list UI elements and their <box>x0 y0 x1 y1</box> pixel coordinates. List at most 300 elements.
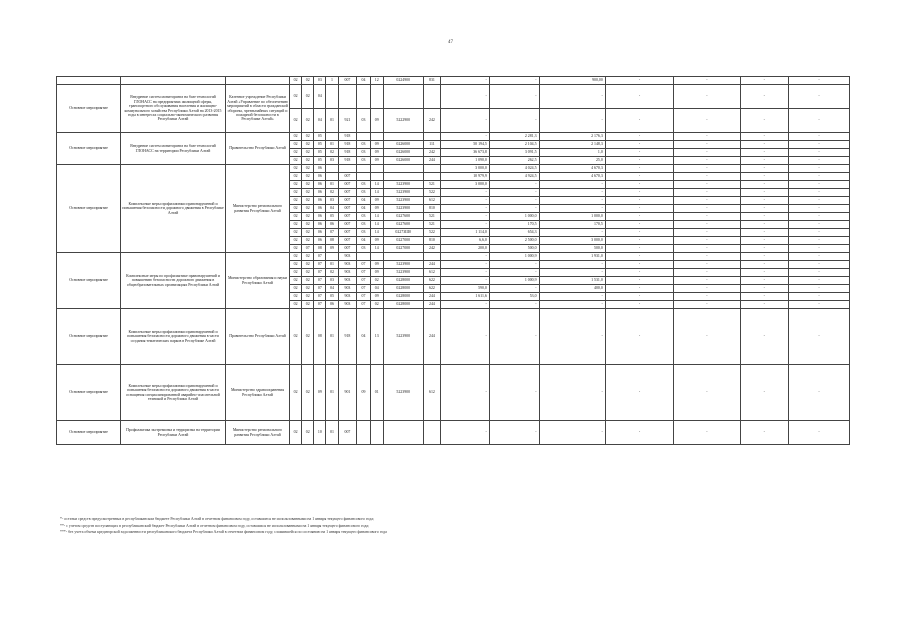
code-cell: 02 <box>302 261 314 269</box>
code-cell: 007 <box>338 173 357 181</box>
value-cell: - <box>489 421 539 445</box>
code-cell: 831 <box>423 77 441 85</box>
code-cell: 06 <box>314 229 326 237</box>
value-cell: - <box>605 197 673 205</box>
row-name-cell: Профилактика экстремизма и терроризма на территории Республики Алтай <box>121 421 226 445</box>
code-cell: 01 <box>326 365 338 421</box>
value-cell: 400,0 <box>539 285 605 293</box>
code-cell <box>423 85 441 109</box>
value-cell: - <box>674 245 740 253</box>
value-cell: - <box>789 245 850 253</box>
row-executor-cell: Министерство образования и науки Республики Алтай <box>225 253 289 309</box>
value-cell: - <box>740 365 789 421</box>
value-cell: - <box>789 133 850 141</box>
code-cell: 02 <box>302 301 314 309</box>
value-cell: - <box>539 301 605 309</box>
code-cell: 02273Ш0 <box>383 229 423 237</box>
code-cell: 02 <box>302 109 314 133</box>
code-cell: 02 <box>302 189 314 197</box>
code-cell: 007 <box>338 189 357 197</box>
code-cell: 007 <box>338 213 357 221</box>
value-cell: 2 500,0 <box>489 237 539 245</box>
value-cell: - <box>441 301 490 309</box>
code-cell: 07 <box>357 261 370 269</box>
code-cell: 07 <box>314 277 326 285</box>
code-cell: 0226000 <box>383 157 423 165</box>
value-cell: - <box>789 141 850 149</box>
row-status-cell: Основное мероприятие <box>57 309 121 365</box>
code-cell: 03 <box>326 197 338 205</box>
code-cell: 07 <box>314 261 326 269</box>
code-cell: 0228000 <box>383 293 423 301</box>
row-name-cell: Внедрение систем мониторинга на базе технологий ГЛОНАСС на территории Республики Алтай <box>121 133 226 165</box>
table-row <box>57 421 850 445</box>
code-cell: 14 <box>370 213 383 221</box>
value-cell: - <box>605 173 673 181</box>
code-cell <box>383 421 423 445</box>
code-cell: 02 <box>302 293 314 301</box>
value-cell: 4 024,5 <box>489 165 539 173</box>
code-cell: 08 <box>314 309 326 365</box>
code-cell: 903 <box>338 269 357 277</box>
code-cell: 02 <box>326 269 338 277</box>
value-cell: 4 924,5 <box>489 173 539 181</box>
value-cell: - <box>605 141 673 149</box>
value-cell: - <box>674 261 740 269</box>
row-executor-cell: Министерство регионального развития Республики Алтай <box>225 165 289 253</box>
code-cell: 244 <box>423 293 441 301</box>
value-cell: - <box>674 173 740 181</box>
value-cell: - <box>789 157 850 165</box>
code-cell: 14 <box>370 229 383 237</box>
code-cell: 02 <box>302 141 314 149</box>
code-cell <box>326 85 338 109</box>
value-cell: - <box>674 85 740 109</box>
value-cell: - <box>489 365 539 421</box>
value-cell: - <box>605 181 673 189</box>
value-cell: - <box>489 285 539 293</box>
code-cell: 09 <box>370 149 383 157</box>
code-cell: 02 <box>290 189 302 197</box>
value-cell: - <box>674 181 740 189</box>
value-cell: 1 114,0 <box>441 229 490 237</box>
value-cell: - <box>674 189 740 197</box>
code-cell: 02 <box>302 85 314 109</box>
value-cell: - <box>674 165 740 173</box>
code-cell: 02 <box>290 197 302 205</box>
value-cell: 1 090,0 <box>441 157 490 165</box>
code-cell: 02 <box>290 261 302 269</box>
value-cell: - <box>674 269 740 277</box>
code-cell: 05 <box>314 133 326 141</box>
value-cell: 1 611,6 <box>441 293 490 301</box>
code-cell: 903 <box>338 293 357 301</box>
budget-table <box>56 76 850 445</box>
value-cell: - <box>539 293 605 301</box>
value-cell: - <box>740 149 789 157</box>
code-cell: 521 <box>423 213 441 221</box>
value-cell: - <box>605 253 673 261</box>
code-cell <box>357 421 370 445</box>
code-cell: 09 <box>370 269 383 277</box>
code-cell: 06 <box>314 197 326 205</box>
code-cell: 06 <box>314 173 326 181</box>
code-cell: 03 <box>357 181 370 189</box>
value-cell: - <box>441 309 490 365</box>
code-cell: 622 <box>423 277 441 285</box>
code-cell <box>383 85 423 109</box>
code-cell: 007 <box>338 237 357 245</box>
code-cell: 0226000 <box>383 149 423 157</box>
code-cell: 07 <box>357 277 370 285</box>
row-status-cell: Основное мероприятие <box>57 421 121 445</box>
code-cell: 02 <box>302 213 314 221</box>
code-cell: 04 <box>357 309 370 365</box>
value-cell: - <box>489 189 539 197</box>
code-cell: 03 <box>357 213 370 221</box>
value-cell: 50 194,5 <box>441 141 490 149</box>
value-cell: - <box>740 189 789 197</box>
row-status-cell: Основное мероприятие <box>57 85 121 133</box>
code-cell: 07 <box>302 245 314 253</box>
code-cell: 09 <box>357 365 370 421</box>
code-cell: 03 <box>357 229 370 237</box>
value-cell: 53,0 <box>489 293 539 301</box>
code-cell: 05 <box>314 157 326 165</box>
code-cell: 07 <box>357 301 370 309</box>
value-cell: - <box>789 173 850 181</box>
code-cell: 521 <box>423 221 441 229</box>
code-cell: 03 <box>314 77 326 85</box>
code-cell: 07 <box>314 269 326 277</box>
code-cell: 111 <box>423 141 441 149</box>
code-cell: 02 <box>290 285 302 293</box>
code-cell: 0227600 <box>383 213 423 221</box>
value-cell: 3 000,0 <box>441 181 490 189</box>
value-cell: - <box>674 421 740 445</box>
row-name-cell: Комплексные меры профилактики правонарушений и повышения безопасности дорожного движения в части оснащения специализированной аварийно-спасательной техникой и Республики Алтай <box>121 365 226 421</box>
row-name-cell: Комплексные меры профилактики правонарушений и повышения безопасности дорожного движения в Республике Алтай <box>121 165 226 253</box>
code-cell: 02 <box>290 277 302 285</box>
value-cell: - <box>740 261 789 269</box>
code-cell: 918 <box>338 309 357 365</box>
code-cell <box>383 133 423 141</box>
code-cell: 02 <box>302 181 314 189</box>
value-cell: - <box>674 285 740 293</box>
value-cell: 36 673,8 <box>441 149 490 157</box>
value-cell: - <box>489 301 539 309</box>
value-cell: - <box>489 205 539 213</box>
code-cell: 5223900 <box>383 365 423 421</box>
value-cell: - <box>441 85 490 109</box>
value-cell: - <box>441 77 490 85</box>
code-cell: 02 <box>290 181 302 189</box>
budget-table-sheet <box>56 76 850 445</box>
code-cell: 02 <box>290 245 302 253</box>
value-cell: 25,0 <box>539 157 605 165</box>
code-cell: 05 <box>326 293 338 301</box>
code-cell: 09 <box>370 157 383 165</box>
code-cell: 07 <box>357 269 370 277</box>
value-cell: - <box>441 133 490 141</box>
value-cell: - <box>740 109 789 133</box>
code-cell: 903 <box>338 277 357 285</box>
value-cell: - <box>674 149 740 157</box>
footnotes <box>60 517 840 537</box>
code-cell: 007 <box>338 197 357 205</box>
row-name-cell: Комплексные меры по профилактике правонарушений и повышению безопасности дорожного движения в общеобразовательных организациях Республики Алтай <box>121 253 226 309</box>
code-cell: 03 <box>326 157 338 165</box>
value-cell: 1 000,9 <box>489 277 539 285</box>
value-cell: - <box>674 157 740 165</box>
value-cell: 1 000,0 <box>489 213 539 221</box>
value-cell: 3 000,0 <box>441 165 490 173</box>
code-cell: 02 <box>302 309 314 365</box>
value-cell: 170,5 <box>539 221 605 229</box>
value-cell: - <box>674 253 740 261</box>
code-cell: 02 <box>302 205 314 213</box>
code-cell: 5223900 <box>383 309 423 365</box>
code-cell: 08 <box>314 245 326 253</box>
code-cell: 007 <box>338 181 357 189</box>
value-cell: - <box>539 365 605 421</box>
code-cell: 02 <box>302 253 314 261</box>
value-cell: - <box>605 293 673 301</box>
value-cell: 1 000,9 <box>489 253 539 261</box>
table-row <box>57 77 850 85</box>
value-cell: - <box>789 205 850 213</box>
code-cell <box>423 253 441 261</box>
code-cell: 5223900 <box>383 197 423 205</box>
code-cell: 02 <box>290 309 302 365</box>
value-cell: - <box>605 237 673 245</box>
code-cell: 918 <box>338 157 357 165</box>
value-cell: - <box>740 293 789 301</box>
code-cell: 02 <box>302 173 314 181</box>
value-cell: 262,5 <box>489 157 539 165</box>
value-cell: - <box>539 421 605 445</box>
value-cell: 3 000,0 <box>539 237 605 245</box>
code-cell: 007 <box>338 221 357 229</box>
code-cell: 02 <box>290 237 302 245</box>
value-cell: - <box>539 261 605 269</box>
code-cell: 09 <box>370 237 383 245</box>
code-cell: 01 <box>326 421 338 445</box>
code-cell: 0228000 <box>383 301 423 309</box>
code-cell: 810 <box>423 205 441 213</box>
value-cell: - <box>789 189 850 197</box>
code-cell: 0224900 <box>383 77 423 85</box>
value-cell: - <box>605 165 673 173</box>
row-name-cell: Внедрение систем мониторинга на базе технологий ГЛОНАСС на предприятиях жилищной сферы, транспортного обслуживания населения и жилищно-коммунального хозяйства Республики Алтай на 2013-2015 годы в интересах социально-экономического развития Республики Алтай <box>121 85 226 133</box>
code-cell: 05 <box>314 141 326 149</box>
value-cell: - <box>489 181 539 189</box>
code-cell: 02 <box>370 301 383 309</box>
value-cell: - <box>740 309 789 365</box>
value-cell: - <box>441 365 490 421</box>
value-cell: - <box>539 309 605 365</box>
code-cell: 06 <box>314 213 326 221</box>
value-cell: - <box>789 213 850 221</box>
value-cell: - <box>789 109 850 133</box>
value-cell: - <box>539 181 605 189</box>
value-cell: 4 670,3 <box>539 173 605 181</box>
code-cell: 03 <box>357 109 370 133</box>
code-cell <box>370 421 383 445</box>
code-cell: 09 <box>370 197 383 205</box>
value-cell: - <box>740 421 789 445</box>
value-cell: - <box>539 189 605 197</box>
row-status-cell <box>57 77 121 85</box>
code-cell: 612 <box>423 197 441 205</box>
value-cell: - <box>674 309 740 365</box>
code-cell: 04 <box>357 237 370 245</box>
code-cell: 02 <box>302 221 314 229</box>
value-cell: - <box>789 261 850 269</box>
code-cell: 01 <box>326 141 338 149</box>
code-cell: 04 <box>357 77 370 85</box>
table-row <box>57 133 850 141</box>
value-cell: - <box>789 197 850 205</box>
code-cell: 918 <box>338 141 357 149</box>
code-cell: 14 <box>370 221 383 229</box>
value-cell: - <box>441 421 490 445</box>
code-cell <box>370 85 383 109</box>
value-cell: - <box>674 221 740 229</box>
value-cell: - <box>605 149 673 157</box>
code-cell: 09 <box>370 205 383 213</box>
code-cell <box>383 165 423 173</box>
code-cell: 903 <box>338 253 357 261</box>
code-cell: 02 <box>302 77 314 85</box>
table-body <box>57 77 850 445</box>
code-cell: 04 <box>326 285 338 293</box>
footnote-2: **- с учетом средств поступающих в республиканский бюджет Республики Алтай в отчетном финансовом году, оставшихся не использованными на 1 января текущего финансового года; <box>60 523 370 528</box>
code-cell: 244 <box>423 309 441 365</box>
value-cell: - <box>789 237 850 245</box>
value-cell: - <box>605 213 673 221</box>
code-cell: 007 <box>338 205 357 213</box>
code-cell: 02 <box>290 293 302 301</box>
code-cell: 07 <box>357 293 370 301</box>
value-cell: - <box>674 205 740 213</box>
code-cell: 02 <box>290 221 302 229</box>
value-cell: - <box>605 245 673 253</box>
code-cell: 02 <box>302 165 314 173</box>
value-cell: - <box>441 277 490 285</box>
row-executor-cell <box>225 77 289 85</box>
code-cell: 02 <box>290 157 302 165</box>
code-cell: 14 <box>370 189 383 197</box>
code-cell: 903 <box>338 261 357 269</box>
code-cell: 07 <box>326 229 338 237</box>
code-cell: 02 <box>302 365 314 421</box>
code-cell <box>423 165 441 173</box>
value-cell: - <box>740 285 789 293</box>
code-cell: 522 <box>423 189 441 197</box>
code-cell: 02 <box>290 421 302 445</box>
value-cell: 10 979,9 <box>441 173 490 181</box>
code-cell: 03 <box>357 157 370 165</box>
code-cell: 06 <box>314 181 326 189</box>
code-cell: 1 <box>326 77 338 85</box>
code-cell: 06 <box>326 221 338 229</box>
code-cell: 14 <box>370 181 383 189</box>
value-cell: - <box>605 229 673 237</box>
page-number: 47 <box>448 40 453 45</box>
code-cell <box>370 173 383 181</box>
code-cell <box>326 133 338 141</box>
value-cell: - <box>605 109 673 133</box>
value-cell: - <box>441 109 490 133</box>
value-cell: - <box>740 301 789 309</box>
value-cell: - <box>789 309 850 365</box>
code-cell: 622 <box>423 285 441 293</box>
code-cell: 02 <box>290 133 302 141</box>
value-cell: - <box>489 77 539 85</box>
value-cell: - <box>539 197 605 205</box>
code-cell: 14 <box>370 245 383 253</box>
code-cell: 04 <box>357 205 370 213</box>
table-row <box>57 309 850 365</box>
value-cell: 2 281,3 <box>489 133 539 141</box>
row-status-cell: Основное мероприятие <box>57 365 121 421</box>
code-cell: 02 <box>290 165 302 173</box>
value-cell: 1 000,0 <box>539 213 605 221</box>
value-cell: - <box>789 277 850 285</box>
value-cell: - <box>789 285 850 293</box>
code-cell: 02 <box>302 229 314 237</box>
code-cell: 522 <box>423 229 441 237</box>
code-cell <box>357 173 370 181</box>
code-cell <box>383 253 423 261</box>
row-executor-cell: Правительство Республики Алтай <box>225 309 289 365</box>
value-cell: - <box>539 109 605 133</box>
code-cell: 02 <box>302 133 314 141</box>
value-cell: - <box>441 205 490 213</box>
value-cell: - <box>740 205 789 213</box>
value-cell: - <box>740 221 789 229</box>
code-cell: 02 <box>290 85 302 109</box>
code-cell: 03 <box>357 221 370 229</box>
value-cell: 2 104,5 <box>489 141 539 149</box>
code-cell: 02 <box>302 197 314 205</box>
value-cell: - <box>674 229 740 237</box>
code-cell: 02 <box>290 149 302 157</box>
code-cell: 02 <box>290 173 302 181</box>
code-cell: 02 <box>290 365 302 421</box>
value-cell: 900,00 <box>539 77 605 85</box>
code-cell: 0226000 <box>383 141 423 149</box>
code-cell: 5222900 <box>383 109 423 133</box>
code-cell <box>326 165 338 173</box>
code-cell: 02 <box>302 285 314 293</box>
value-cell: - <box>441 197 490 205</box>
value-cell: - <box>740 157 789 165</box>
value-cell: - <box>489 309 539 365</box>
code-cell: 01 <box>326 181 338 189</box>
code-cell: 08 <box>326 237 338 245</box>
value-cell: - <box>605 189 673 197</box>
code-cell <box>423 133 441 141</box>
value-cell: - <box>605 277 673 285</box>
code-cell: 02 <box>290 253 302 261</box>
code-cell: 07 <box>357 285 370 293</box>
code-cell: 06 <box>314 189 326 197</box>
code-cell: 02 <box>326 189 338 197</box>
code-cell: 521 <box>423 181 441 189</box>
code-cell: 0228000 <box>383 285 423 293</box>
